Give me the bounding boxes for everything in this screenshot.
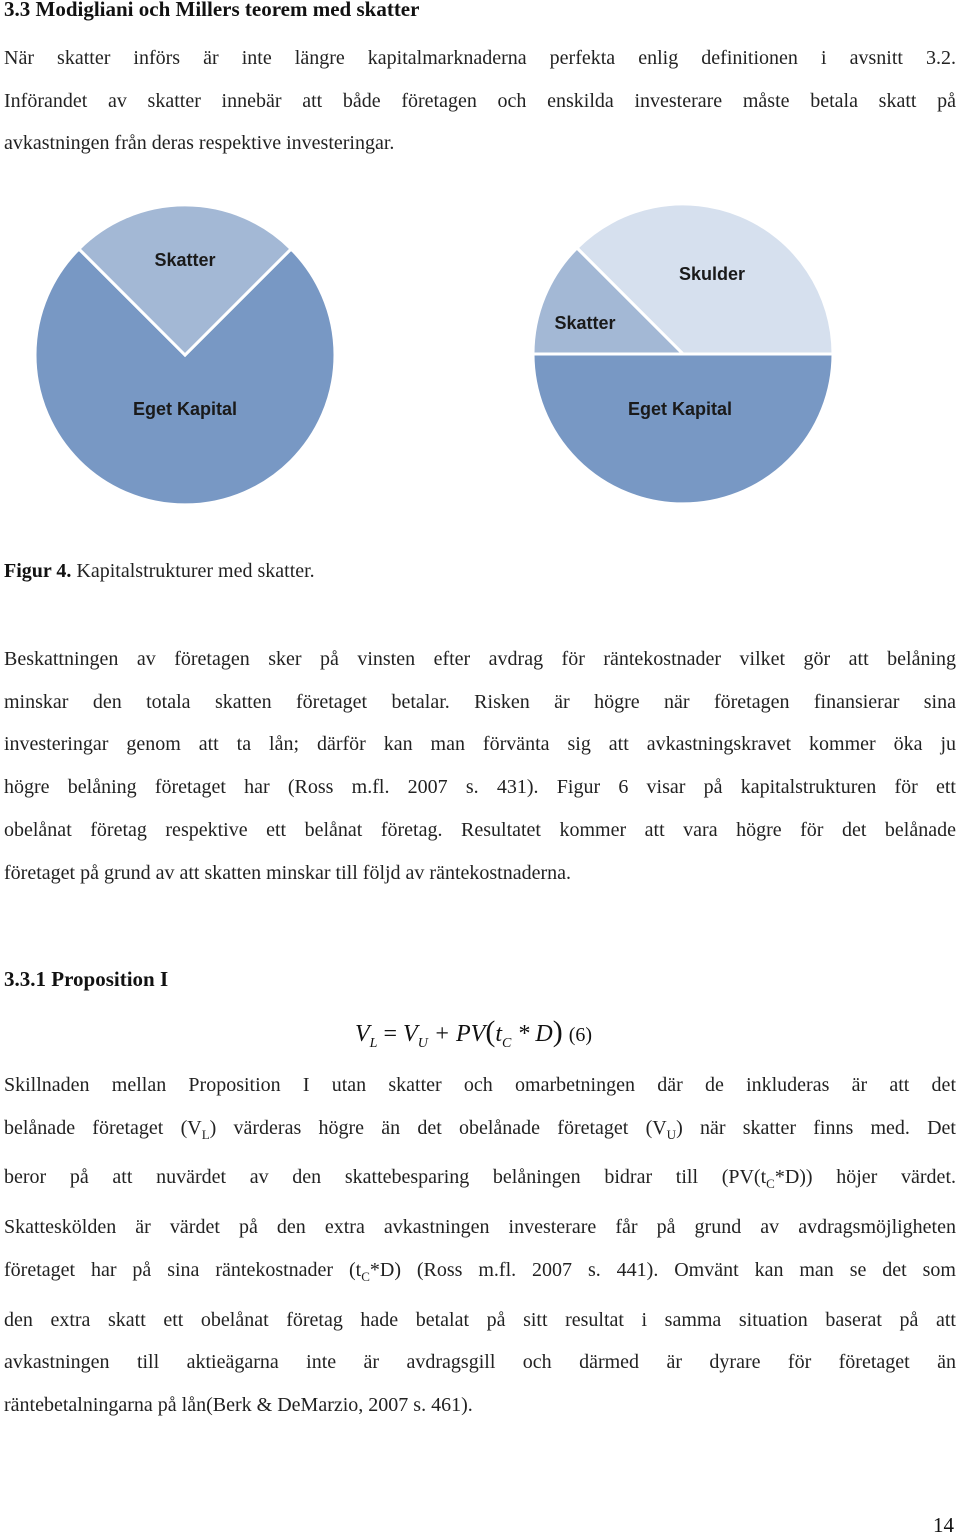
text-run: *D) (Ross m.fl. 2007 s. 441). Omvänt kan man se det som bbox=[369, 1258, 956, 1281]
pie-label-eget-kapital-left: Eget Kapital bbox=[132, 399, 238, 419]
subscript: C bbox=[766, 1176, 775, 1192]
figure-caption-label: Figur 4. bbox=[4, 560, 72, 582]
eq-subscript: L bbox=[369, 1035, 378, 1051]
text-run: beror på att nuvärdet av den skattebesparing belåningen bidrar till (PV(t bbox=[4, 1166, 767, 1189]
figure-caption-text: Kapitalstrukturer med skatter. bbox=[71, 560, 315, 582]
eq-paren: ( bbox=[485, 1015, 496, 1048]
paragraph-line: räntebetalningarna på lån(Berk & DeMarzio, 2007 s. 461). bbox=[4, 1393, 473, 1416]
paragraph-beskattning bbox=[4, 638, 956, 894]
pie-label-skatter-left: Skatter bbox=[154, 250, 216, 270]
paragraph-line: obelånat företag respektive ett belånat företag. Resultatet kommer att vara högre för det belånade bbox=[4, 818, 956, 841]
pie-label-skulder-right: Skulder bbox=[678, 264, 746, 284]
eq-subscript: U bbox=[417, 1035, 428, 1051]
intro-line: Införandet av skatter innebär att både företagen och enskilda investerare måste betala skatt på bbox=[4, 89, 956, 112]
pie-charts-figure bbox=[0, 190, 960, 520]
pie-chart-right bbox=[533, 204, 833, 504]
eq-symbol: V bbox=[355, 1021, 370, 1047]
eq-subscript: C bbox=[502, 1035, 512, 1051]
eq-symbol: t bbox=[495, 1021, 502, 1047]
paragraph-line: Skillnaden mellan Proposition I utan skatter och omarbetningen där de inkluderas är att det bbox=[4, 1074, 956, 1096]
paragraph-line: den extra skatt ett obelånat företag hade betalat på sitt resultat i samma situation baserat på att bbox=[4, 1308, 956, 1331]
section-heading: 3.3 Modigliani och Millers teorem med skatter bbox=[4, 0, 420, 21]
intro-paragraph bbox=[4, 37, 956, 165]
paragraph-proposition bbox=[4, 1064, 956, 1427]
paragraph-line: Beskattningen av företagen sker på vinsten efter avdrag för räntekostnader vilket gör att belåning bbox=[4, 648, 956, 670]
figure-caption bbox=[4, 560, 315, 583]
paragraph-line: högre belåning företaget har (Ross m.fl. 2007 s. 431). Figur 6 visar på kapitalstrukturen för ett bbox=[4, 776, 956, 799]
pie-chart-left bbox=[35, 205, 335, 505]
paragraph-line bbox=[4, 1107, 956, 1157]
subscript: L bbox=[201, 1126, 210, 1142]
text-run: ) när skatter finns med. Det bbox=[676, 1116, 956, 1139]
pie-label-eget-kapital-right: Eget Kapital bbox=[627, 399, 733, 419]
text-run: företaget har på sina räntekostnader (t bbox=[4, 1258, 362, 1281]
text-run: belånade företaget (V bbox=[4, 1116, 202, 1139]
text-run: ) värderas högre än det obelånade företaget (V bbox=[209, 1116, 667, 1139]
eq-symbol: = bbox=[377, 1021, 404, 1047]
intro-line: När skatter införs är inte längre kapitalmarknaderna perfekta enlig definitionen i avsnitt 3.2. bbox=[4, 47, 956, 69]
paragraph-line: Skatteskölden är värdet på den extra avkastningen investerare får på grund av avdragsmöjligheten bbox=[4, 1216, 956, 1239]
intro-line: avkastningen från deras respektive investeringar. bbox=[4, 132, 395, 155]
paragraph-line bbox=[4, 1156, 956, 1206]
paragraph-line bbox=[4, 1249, 956, 1299]
equation-proposition-i bbox=[355, 1015, 592, 1052]
paragraph-line: minskar den totala skatten företaget betalar. Risken är högre när företagen finansierar sina bbox=[4, 690, 956, 713]
paragraph-line: investeringar genom att ta lån; därför kan man förvänta sig att avkastningskravet kommer öka ju bbox=[4, 733, 956, 756]
paragraph-line: avkastningen till aktieägarna inte är avdragsgill och därmed är dyrare för företaget än bbox=[4, 1351, 956, 1374]
subscript: C bbox=[361, 1268, 370, 1284]
eq-paren: ) bbox=[552, 1015, 563, 1048]
text-run: *D)) höjer värdet. bbox=[774, 1166, 956, 1189]
eq-symbol: * D bbox=[511, 1021, 553, 1047]
subscript: U bbox=[666, 1126, 677, 1142]
pie-label-skatter-right: Skatter bbox=[554, 313, 616, 333]
equation-number: (6) bbox=[568, 1024, 593, 1046]
eq-symbol: + PV bbox=[427, 1021, 486, 1047]
page-number: 14 bbox=[933, 1513, 954, 1537]
subsection-heading: 3.3.1 Proposition I bbox=[4, 967, 169, 991]
pie-slice-eget-kapital-right bbox=[533, 354, 833, 504]
paragraph-line: företaget på grund av att skatten minskar till följd av räntekostnaderna. bbox=[4, 861, 572, 884]
eq-symbol: V bbox=[403, 1021, 418, 1047]
